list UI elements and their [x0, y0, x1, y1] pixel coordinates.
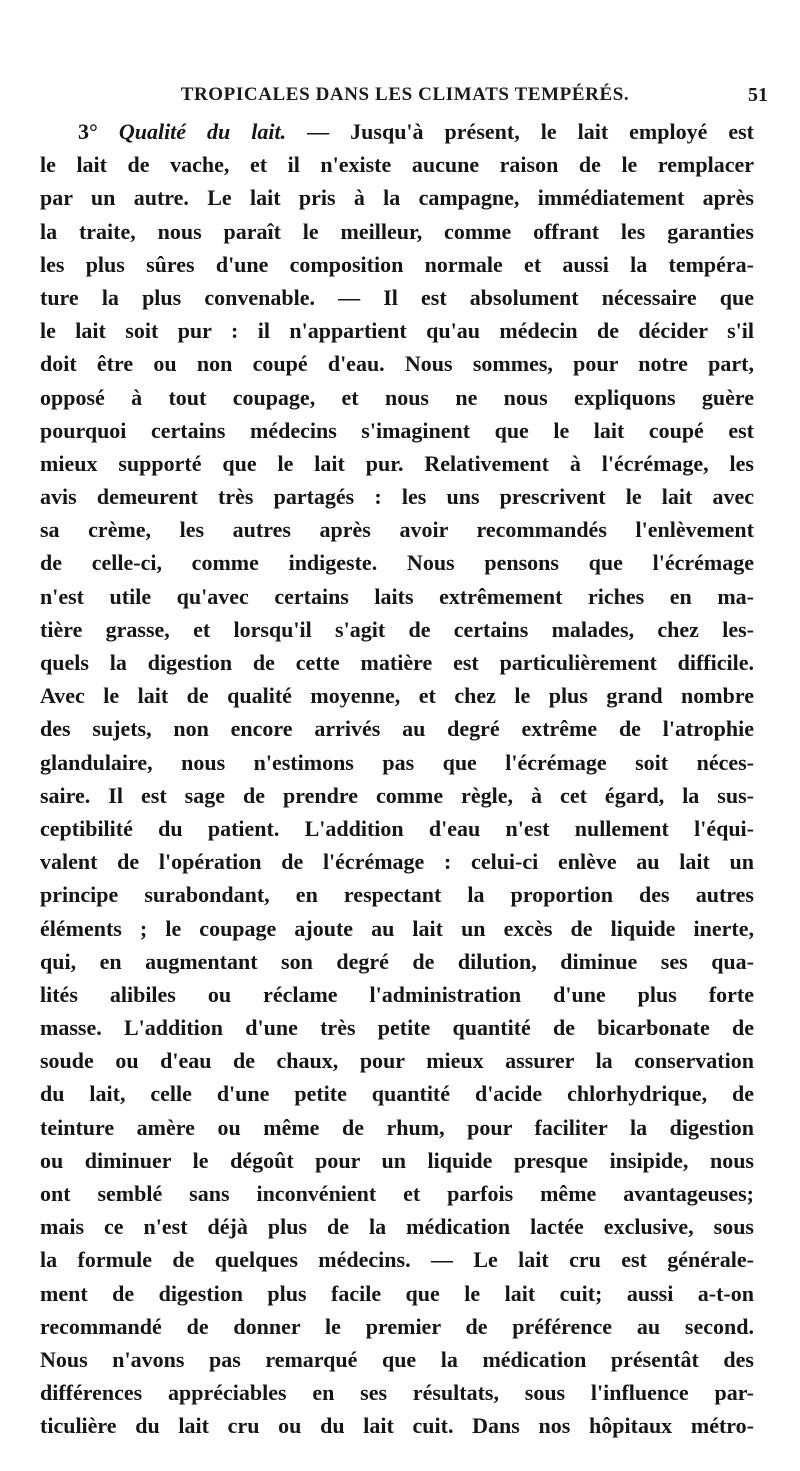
- running-title: TROPICALES DANS LES CLIMATS TEMPÉRÉS.: [180, 84, 630, 105]
- text-line-first: [40, 115, 754, 148]
- text-line: ou diminuer le dégoût pour un liquide presque insipide, nous: [40, 1147, 754, 1173]
- text-line: quels la digestion de cette matière est particulièrement difficile.: [40, 650, 754, 675]
- text-line: de celle-ci, comme indigeste. Nous pensons que l'écrémage: [40, 550, 754, 576]
- page-number: 51: [748, 84, 768, 106]
- text-line: ment de digestion plus facile que le lait cuit; aussi a-t-on: [40, 1280, 754, 1306]
- text-line: avis demeurent très partagés : les uns prescrivent le lait avec: [40, 484, 754, 510]
- text-line: mieux supporté que le lait pur. Relativement à l'écrémage, les: [40, 450, 754, 476]
- text-line: saire. Il est sage de prendre comme règle, à cet égard, la sus-: [40, 782, 754, 808]
- text-line: le lait soit pur : il n'appartient qu'au médecin de décider s'il: [40, 318, 754, 344]
- text-line: teinture amère ou même de rhum, pour faciliter la digestion: [40, 1114, 754, 1140]
- text-line: différences appréciables en ses résultats, sous l'influence par-: [40, 1380, 754, 1406]
- text-line: masse. L'addition d'une très petite quantité de bicarbonate de: [40, 1015, 754, 1041]
- paragraph-milk-quality: [40, 115, 754, 1443]
- text-line: soude ou d'eau de chaux, pour mieux assurer la conservation: [40, 1048, 754, 1074]
- text-line: Avec le lait de qualité moyenne, et chez le plus grand nombre: [40, 683, 754, 709]
- text-line: ticulière du lait cru ou du lait cuit. Dans nos hôpitaux métro-: [40, 1413, 754, 1439]
- text-line: par un autre. Le lait pris à la campagne, immédiatement après: [40, 185, 754, 211]
- text-line: opposé à tout coupage, et nous ne nous expliquons guère: [40, 384, 754, 410]
- text-line: recommandé de donner le premier de préférence au second.: [40, 1313, 754, 1339]
- text-line: lités alibiles ou réclame l'administration d'une plus forte: [40, 981, 754, 1007]
- text-line: ont semblé sans inconvénient et parfois même avantageuses;: [40, 1181, 754, 1206]
- text-line: n'est utile qu'avec certains laits extrêmement riches en ma-: [40, 583, 754, 609]
- text-line: ceptibilité du patient. L'addition d'eau n'est nullement l'équi-: [40, 815, 754, 841]
- page-header: [40, 78, 770, 112]
- text-line: Nous n'avons pas remarqué que la médication présentât des: [40, 1346, 754, 1372]
- section-title: Qualité du lait.: [118, 119, 287, 144]
- text-line: sa crème, les autres après avoir recommandés l'enlèvement: [40, 517, 754, 543]
- section-number: 3°: [78, 119, 98, 144]
- text-line: valent de l'opération de l'écrémage : celui-ci enlève au lait un: [40, 849, 754, 875]
- text-line: la formule de quelques médecins. — Le lait cru est générale-: [40, 1247, 754, 1273]
- text-line: éléments ; le coupage ajoute au lait un excès de liquide inerte,: [40, 915, 754, 941]
- text-line: pourquoi certains médecins s'imaginent que le lait coupé est: [40, 417, 754, 443]
- text-line: glandulaire, nous n'estimons pas que l'écrémage soit néces-: [40, 749, 754, 775]
- text-line: des sujets, non encore arrivés au degré extrême de l'atrophie: [40, 716, 754, 742]
- text-line: la traite, nous paraît le meilleur, comme offrant les garanties: [40, 218, 754, 244]
- text-line: qui, en augmentant son degré de dilution, diminue ses qua-: [40, 948, 754, 974]
- text-line: tière grasse, et lorsqu'il s'agit de certains malades, chez les-: [40, 616, 754, 642]
- section-first-line-text: — Jusqu'à présent, le lait employé est: [307, 119, 755, 144]
- text-line: doit être ou non coupé d'eau. Nous sommes, pour notre part,: [40, 351, 754, 377]
- text-line: les plus sûres d'une composition normale et aussi la tempéra-: [40, 251, 754, 277]
- text-line: mais ce n'est déjà plus de la médication lactée exclusive, sous: [40, 1214, 754, 1240]
- text-line: du lait, celle d'une petite quantité d'acide chlorhydrique, de: [40, 1081, 754, 1107]
- text-line: ture la plus convenable. — Il est absolument nécessaire que: [40, 284, 754, 310]
- text-line: principe surabondant, en respectant la proportion des autres: [40, 882, 754, 908]
- text-line: le lait de vache, et il n'existe aucune raison de le remplacer: [40, 152, 754, 178]
